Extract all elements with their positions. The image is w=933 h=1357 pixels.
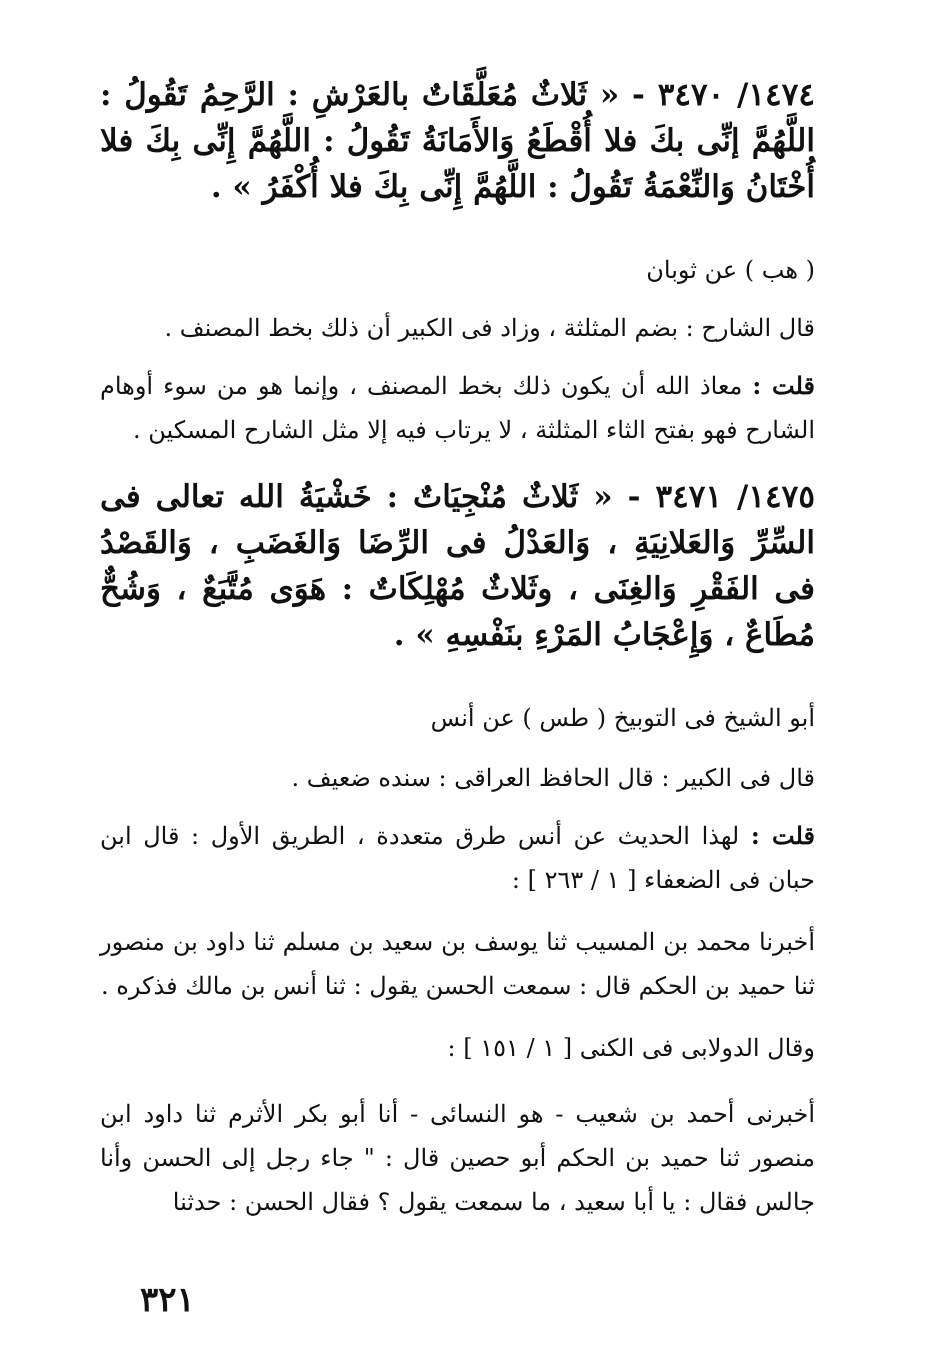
sharih-comment: قال الشارح : بضم المثلثة ، وزاد فى الكبير أن ذلك بخط المصنف . xyxy=(164,314,815,342)
hadith-text: « ثَلاثٌ مُنْجِيَاتٌ : خَشْيَةُ الله تعالى فى السِّرِّ وَالعَلانِيَةِ ، وَالعَدْلُ فى الرِّضَا وَالغَضَبِ ، وَالقَصْدُ فى الفَقْرِ وَالغِنَى ، وثَلاثٌ مُهْلِكَاتٌ : هَوَى مُتَّبَعٌ ، وَشُحٌّ مُطَاعٌ ، وَإِعْجَابُ المَرْءِ بنَفْسِهِ » . xyxy=(100,479,815,653)
isnad-paragraph: أخبرنا محمد بن المسيب ثنا يوسف بن سعيد بن مسلم ثنا داود بن منصور ثنا حميد بن الحكم قال : سمعت الحسن يقول : ثنا أنس بن مالك فذكره . xyxy=(100,928,815,1000)
source-line: ( هب ) عن ثوبان xyxy=(646,256,815,284)
qult-text: معاذ الله أن يكون ذلك بخط المصنف ، وإنما هو من سوء أوهام الشارح فهو بفتح الثاء المثلثة ، لا يرتاب فيه إلا مثل الشارح المسكين . xyxy=(100,372,815,444)
hadith-1474 xyxy=(100,72,815,210)
hadith-1475 xyxy=(100,474,815,658)
qult-label: قلت : xyxy=(750,821,815,850)
qult-text: لهذا الحديث عن أنس طرق متعددة ، الطريق الأول : قال ابن حبان فى الضعفاء [ ١ / ٢٦٣ ] : xyxy=(100,822,815,894)
qult-comment xyxy=(100,814,815,902)
hadith-number: ١٤٧٤/ ٣٤٧٠ - xyxy=(632,77,815,113)
source-line: أبو الشيخ فى التوبيخ ( طس ) عن أنس xyxy=(430,704,815,732)
page-number: ٣٢١ xyxy=(140,1280,195,1320)
kabir-comment: قال فى الكبير : قال الحافظ العراقى : سنده ضعيف . xyxy=(291,764,815,792)
qult-label: قلت : xyxy=(752,371,815,400)
hadith-number: ١٤٧٥/ ٣٤٧١ - xyxy=(627,479,815,515)
hadith-text: « ثَلاثٌ مُعَلَّقَاتٌ بالعَرْشِ : الرَّحِمُ تَقُولُ : اللَّهُمَّ إنِّى بكَ فلا أُقْطَعُ وَالأَمَانَةُ تَقُولُ : اللَّهُمَّ إِنِّى بِكَ فلا أُخْتَانُ وَالنِّعْمَةُ تَقُولُ : اللَّهُمَّ إِنِّى بِكَ فلا أُكْفَرُ » . xyxy=(100,77,815,205)
page-body xyxy=(100,62,815,1342)
dulabi-line: وقال الدولابى فى الكنى [ ١ / ١٥١ ] : xyxy=(447,1034,815,1062)
qult-comment xyxy=(100,364,815,452)
isnad-paragraph: أخبرنى أحمد بن شعيب - هو النسائى - أنا أبو بكر الأثرم ثنا داود ابن منصور ثنا حميد بن الحكم أبو حصين قال : " جاء رجل إلى الحسن وأنا جالس فقال : يا أبا سعيد ، ما سمعت يقول ؟ فقال الحسن : حدثنا xyxy=(100,1100,815,1216)
